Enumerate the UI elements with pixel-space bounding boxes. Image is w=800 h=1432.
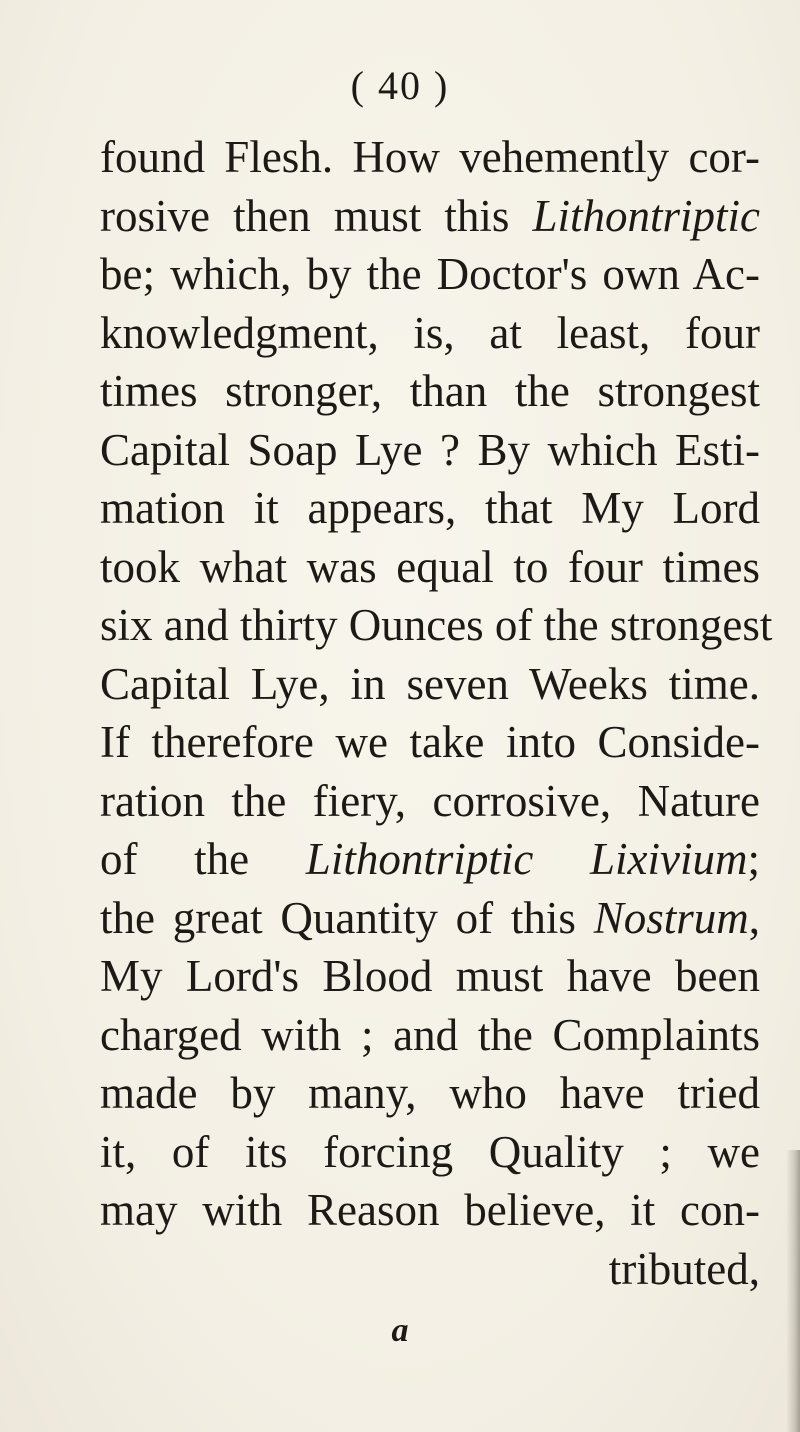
text-line: of the Lithontriptic Lixivium; <box>100 834 760 884</box>
page-edge-shadow <box>786 1150 800 1432</box>
text-line: knowledgment, is, at least, four <box>100 307 760 358</box>
text-line: six and thirty Ounces of the strongest <box>100 600 773 650</box>
text-line: ration the fiery, corrosive, Nature <box>100 775 760 826</box>
text-line: If therefore we take into Conside- <box>100 717 760 767</box>
text-line: made by many, who have tried <box>100 1068 760 1118</box>
text-line: found Flesh. How vehemently cor- <box>100 132 760 182</box>
text-line: charged with ; and the Complaints <box>100 1009 760 1060</box>
text-line: times stronger, than the strongest <box>100 366 760 416</box>
page-number: ( 40 ) <box>350 63 450 108</box>
text-line: Capital Soap Lye ? By which Esti- <box>100 424 760 475</box>
text-line: may with Reason believe, it con- <box>100 1185 760 1235</box>
catchword: tributed, <box>608 1243 760 1294</box>
text-line: took what was equal to four times <box>100 541 760 592</box>
text-line: mation it appears, that My Lord <box>100 483 760 533</box>
text-line: it, of its forcing Quality ; we <box>100 1126 760 1177</box>
text-line: My Lord's Blood must have been <box>100 951 760 1001</box>
text-line: rosive then must this Lithontriptic <box>100 190 760 241</box>
signature-mark: a <box>391 1312 409 1349</box>
text-line: be; which, by the Doctor's own Ac- <box>100 249 760 299</box>
text-line: Capital Lye, in seven Weeks time. <box>100 658 760 709</box>
text-line: the great Quantity of this Nostrum, <box>100 892 760 943</box>
body-text <box>100 128 773 1298</box>
